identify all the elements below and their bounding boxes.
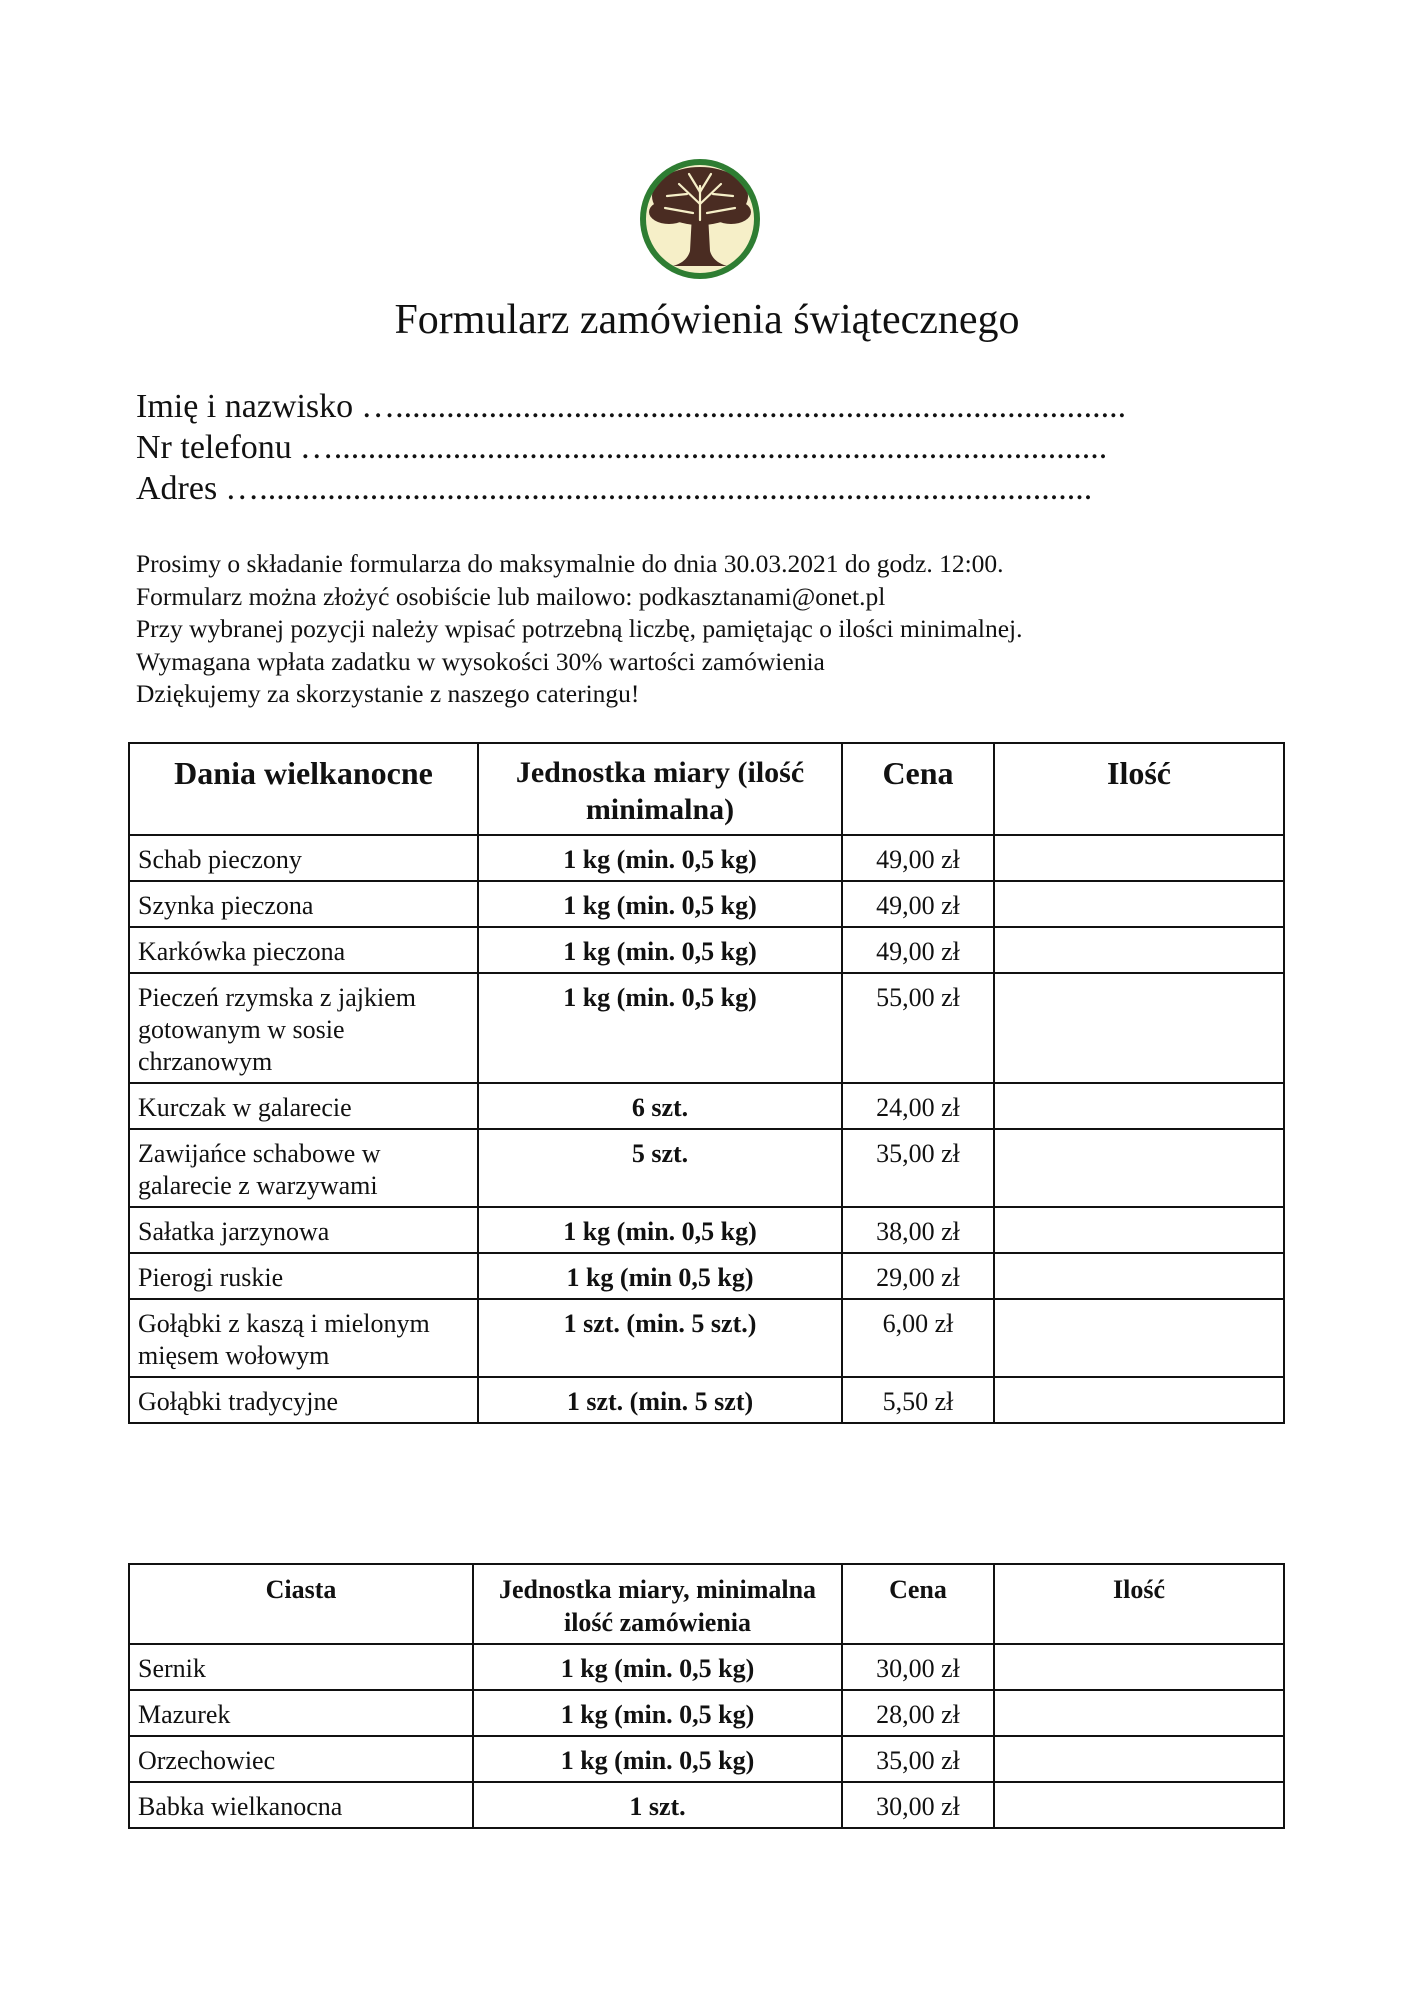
dish-row (129, 1083, 1284, 1129)
dish-unit: 6 szt. (478, 1083, 842, 1129)
page-title: Formularz zamówienia świątecznego (394, 297, 1020, 343)
dish-name: Pierogi ruskie (129, 1253, 478, 1299)
dish-qty-input-cell[interactable] (994, 927, 1284, 973)
dish-qty-input-cell[interactable] (994, 835, 1284, 881)
cake-name: Mazurek (129, 1690, 473, 1736)
dish-qty-input-cell[interactable] (994, 1129, 1284, 1207)
dish-qty-input-cell[interactable] (994, 1207, 1284, 1253)
cakes-table (128, 1563, 1285, 1829)
info-line-deadline: Prosimy o składanie formularza do maksymalnie do dnia 30.03.2021 do godz. 12:00. (136, 549, 1004, 578)
cake-unit: 1 kg (min. 0,5 kg) (473, 1736, 842, 1782)
cake-unit: 1 szt. (473, 1782, 842, 1828)
cake-qty-input-cell[interactable] (994, 1782, 1284, 1828)
info-line-instructions: Przy wybranej pozycji należy wpisać potrzebną liczbę, pamiętając o ilości minimalnej. (136, 614, 1023, 644)
dishes-header-name: Dania wielkanocne (129, 743, 478, 835)
cake-name: Orzechowiec (129, 1736, 473, 1782)
dish-price: 49,00 zł (842, 881, 994, 927)
cake-name: Sernik (129, 1644, 473, 1690)
dish-qty-input-cell[interactable] (994, 1377, 1284, 1423)
dish-name: Gołąbki tradycyjne (129, 1377, 478, 1423)
cake-row (129, 1644, 1284, 1690)
dish-name: Kurczak w galarecie (129, 1083, 478, 1129)
dishes-header-price: Cena (842, 743, 994, 835)
dish-price: 35,00 zł (842, 1129, 994, 1207)
address-field[interactable] (136, 468, 1286, 509)
cake-row (129, 1690, 1284, 1736)
dishes-header-qty: Ilość (994, 743, 1284, 835)
cakes-header-name: Ciasta (129, 1564, 473, 1644)
dish-qty-input-cell[interactable] (994, 1253, 1284, 1299)
dish-qty-input-cell[interactable] (994, 1083, 1284, 1129)
cake-price: 30,00 zł (842, 1782, 994, 1828)
dish-row (129, 927, 1284, 973)
dish-row (129, 1299, 1284, 1377)
dish-unit: 1 kg (min. 0,5 kg) (478, 927, 842, 973)
dish-price: 49,00 zł (842, 835, 994, 881)
dish-price: 5,50 zł (842, 1377, 994, 1423)
tree-logo-icon (637, 156, 763, 282)
dish-unit: 1 kg (min. 0,5 kg) (478, 881, 842, 927)
dish-unit: 1 kg (min. 0,5 kg) (478, 835, 842, 881)
dish-price: 6,00 zł (842, 1299, 994, 1377)
dish-name: Schab pieczony (129, 835, 478, 881)
dish-price: 24,00 zł (842, 1083, 994, 1129)
dish-name: Szynka pieczona (129, 881, 478, 927)
info-line-thanks: Dziękujemy za skorzystanie z naszego cateringu! (136, 679, 640, 709)
dish-unit: 1 szt. (min. 5 szt.) (478, 1299, 842, 1377)
phone-field[interactable] (136, 427, 1286, 468)
cake-unit: 1 kg (min. 0,5 kg) (473, 1690, 842, 1736)
cake-unit: 1 kg (min. 0,5 kg) (473, 1644, 842, 1690)
dish-price: 55,00 zł (842, 973, 994, 1083)
dish-qty-input-cell[interactable] (994, 973, 1284, 1083)
dish-row (129, 1253, 1284, 1299)
dish-row (129, 881, 1284, 927)
phone-field-dots: …........................................................................................... (299, 429, 1108, 466)
dish-qty-input-cell[interactable] (994, 1299, 1284, 1377)
cake-price: 30,00 zł (842, 1644, 994, 1690)
cake-name: Babka wielkanocna (129, 1782, 473, 1828)
info-line-contact: Formularz można złożyć osobiście lub mailowo: podkasztanami@onet.pl (136, 581, 886, 611)
cake-row (129, 1736, 1284, 1782)
cake-qty-input-cell[interactable] (994, 1736, 1284, 1782)
dish-unit: 1 kg (min. 0,5 kg) (478, 1207, 842, 1253)
cake-qty-input-cell[interactable] (994, 1690, 1284, 1736)
cake-qty-input-cell[interactable] (994, 1644, 1284, 1690)
cakes-header-row (129, 1564, 1284, 1644)
cake-row (129, 1782, 1284, 1828)
dishes-header-unit: Jednostka miary (ilość minimalna) (478, 743, 842, 835)
dish-row (129, 973, 1284, 1083)
dish-name: Gołąbki z kaszą i mielonym mięsem wołowym (129, 1299, 478, 1377)
phone-field-label: Nr telefonu (136, 429, 292, 466)
name-field-dots: …...................................................................................... (361, 388, 1127, 425)
cakes-header-price: Cena (842, 1564, 994, 1644)
info-text (136, 548, 1023, 711)
dish-unit: 5 szt. (478, 1129, 842, 1207)
dish-name: Zawijańce schabowe w galarecie z warzywami (129, 1129, 478, 1207)
dishes-table (128, 742, 1285, 1424)
dish-row (129, 835, 1284, 881)
cakes-header-unit: Jednostka miary, minimalna ilość zamówienia (473, 1564, 842, 1644)
dish-price: 49,00 zł (842, 927, 994, 973)
info-line-deposit: Wymagana wpłata zadatku w wysokości 30% wartości zamówienia (136, 646, 825, 676)
dishes-header-row (129, 743, 1284, 835)
cake-price: 35,00 zł (842, 1736, 994, 1782)
dish-unit: 1 szt. (min. 5 szt) (478, 1377, 842, 1423)
dish-name: Sałatka jarzynowa (129, 1207, 478, 1253)
dish-row (129, 1207, 1284, 1253)
dish-price: 29,00 zł (842, 1253, 994, 1299)
dish-row (129, 1377, 1284, 1423)
address-field-dots: ….................................................................................................. (225, 470, 1093, 507)
customer-fields (136, 386, 1286, 509)
dish-price: 38,00 zł (842, 1207, 994, 1253)
name-field[interactable] (136, 386, 1286, 427)
name-field-label: Imię i nazwisko (136, 388, 354, 425)
dish-name: Karkówka pieczona (129, 927, 478, 973)
dish-qty-input-cell[interactable] (994, 881, 1284, 927)
address-field-label: Adres (136, 470, 218, 507)
cakes-header-qty: Ilość (994, 1564, 1284, 1644)
dish-name: Pieczeń rzymska z jajkiem gotowanym w sosie chrzanowym (129, 973, 478, 1083)
cake-price: 28,00 zł (842, 1690, 994, 1736)
dish-unit: 1 kg (min 0,5 kg) (478, 1253, 842, 1299)
dish-unit: 1 kg (min. 0,5 kg) (478, 973, 842, 1083)
dish-row (129, 1129, 1284, 1207)
